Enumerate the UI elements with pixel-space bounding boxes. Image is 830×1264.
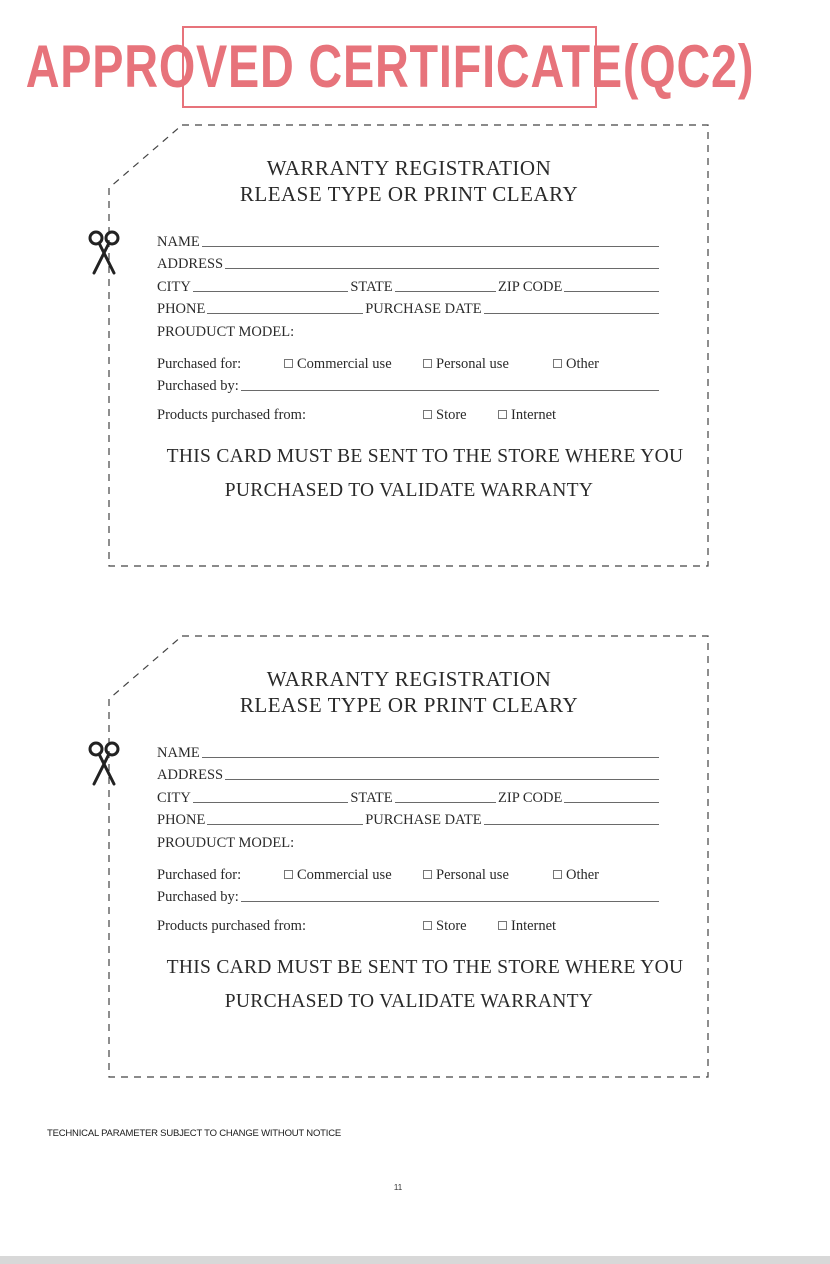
state-line[interactable] [395, 291, 496, 292]
name-label: NAME [157, 744, 200, 761]
phone-line[interactable] [207, 313, 363, 314]
approved-certificate-stamp [25, 26, 754, 108]
city-line[interactable] [193, 802, 348, 803]
purchased-for-label: Purchased for: [157, 355, 242, 372]
model-row [157, 318, 661, 341]
model-row [157, 829, 661, 852]
city-label: CITY [157, 278, 191, 295]
address-label: ADDRESS [157, 256, 224, 272]
commercial-checkbox[interactable] [284, 870, 293, 879]
phone-label: PHONE [157, 812, 206, 828]
name-label: NAME [157, 233, 200, 250]
name-line[interactable] [202, 757, 659, 758]
name-row [157, 739, 661, 762]
personal-checkbox[interactable] [423, 870, 432, 879]
purchased-from-label: Products purchased from: [157, 918, 306, 934]
purchased-for-row [157, 860, 661, 884]
other-checkbox[interactable] [553, 870, 562, 879]
stamp-text: APPROVED CERTIFICATE(QC2) [25, 33, 754, 100]
warranty-card-2 [108, 635, 710, 1079]
store-option[interactable]: Store [423, 918, 498, 935]
card-subtitle: RLEASE TYPE OR PRINT CLEARY [239, 182, 579, 206]
purchased-from-row [157, 906, 661, 935]
phone-label: PHONE [157, 301, 206, 317]
commercial-checkbox[interactable] [284, 359, 293, 368]
address-row [157, 762, 661, 785]
internet-option[interactable]: Internet [498, 407, 556, 424]
state-label: STATE [350, 278, 393, 295]
purchase-date-label: PURCHASE DATE [365, 301, 482, 317]
other-option[interactable]: Other [553, 356, 599, 373]
notice-line-1: THIS CARD MUST BE SENT TO THE STORE WHERE YOU [166, 446, 684, 467]
state-label: STATE [350, 789, 393, 806]
purchased-by-label: Purchased by: [157, 378, 239, 394]
other-option[interactable]: Other [553, 867, 599, 884]
state-line[interactable] [395, 802, 496, 803]
zip-label: ZIP CODE [498, 789, 563, 806]
form-fields [157, 228, 661, 424]
page-number: 11 [393, 1183, 403, 1192]
purchased-by-row [157, 884, 661, 907]
notice-line-1: THIS CARD MUST BE SENT TO THE STORE WHERE YOU [166, 957, 684, 978]
purchased-by-line[interactable] [241, 390, 659, 391]
address-row [157, 251, 661, 274]
city-label: CITY [157, 789, 191, 806]
address-label: ADDRESS [157, 767, 224, 783]
city-line[interactable] [193, 291, 348, 292]
scissors-icon [82, 738, 126, 788]
purchased-for-row [157, 349, 661, 373]
internet-checkbox[interactable] [498, 410, 507, 419]
purchase-date-label: PURCHASE DATE [365, 812, 482, 828]
personal-option[interactable]: Personal use [423, 356, 553, 373]
store-checkbox[interactable] [423, 410, 432, 419]
purchase-date-line[interactable] [484, 824, 659, 825]
scan-edge [0, 1256, 830, 1264]
personal-option[interactable]: Personal use [423, 867, 553, 884]
address-line[interactable] [225, 779, 659, 780]
zip-label: ZIP CODE [498, 278, 563, 295]
warranty-card-1 [108, 124, 710, 568]
store-option[interactable]: Store [423, 407, 498, 424]
model-label: PROUDUCT MODEL: [157, 323, 295, 340]
other-checkbox[interactable] [553, 359, 562, 368]
zip-line[interactable] [564, 802, 659, 803]
notice-line-2: PURCHASED TO VALIDATE WARRANTY [224, 480, 594, 501]
internet-checkbox[interactable] [498, 921, 507, 930]
city-row [157, 273, 661, 296]
card-title: WARRANTY REGISTRATION [266, 667, 552, 691]
purchased-from-label: Products purchased from: [157, 407, 306, 423]
phone-line[interactable] [207, 824, 363, 825]
commercial-option[interactable]: Commercial use [284, 867, 423, 884]
purchased-from-row [157, 395, 661, 424]
card-subtitle: RLEASE TYPE OR PRINT CLEARY [239, 693, 579, 717]
purchased-by-label: Purchased by: [157, 889, 239, 905]
phone-row [157, 296, 661, 319]
address-line[interactable] [225, 268, 659, 269]
notice-line-2: PURCHASED TO VALIDATE WARRANTY [224, 991, 594, 1012]
internet-option[interactable]: Internet [498, 918, 556, 935]
form-fields [157, 739, 661, 935]
zip-line[interactable] [564, 291, 659, 292]
commercial-option[interactable]: Commercial use [284, 356, 423, 373]
name-row [157, 228, 661, 251]
phone-row [157, 807, 661, 830]
personal-checkbox[interactable] [423, 359, 432, 368]
footer-notice: TECHNICAL PARAMETER SUBJECT TO CHANGE WITHOUT NOTICE [47, 1128, 341, 1139]
purchased-by-row [157, 373, 661, 396]
scissors-icon [82, 227, 126, 277]
city-row [157, 784, 661, 807]
purchased-for-label: Purchased for: [157, 866, 242, 883]
store-checkbox[interactable] [423, 921, 432, 930]
purchase-date-line[interactable] [484, 313, 659, 314]
card-title: WARRANTY REGISTRATION [266, 156, 552, 180]
model-label: PROUDUCT MODEL: [157, 834, 295, 851]
name-line[interactable] [202, 246, 659, 247]
purchased-by-line[interactable] [241, 901, 659, 902]
